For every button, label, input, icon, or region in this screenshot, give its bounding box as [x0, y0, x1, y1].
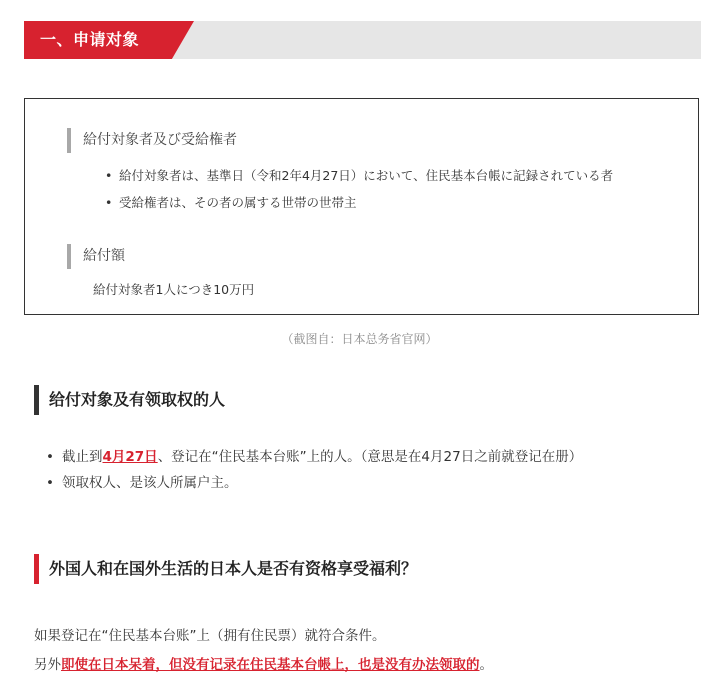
- list-item-suffix: 、登记在“住民基本台账”上的人。（意思是在4月27日之前就登记在册）: [157, 449, 583, 465]
- paragraph-suffix: 。: [479, 657, 493, 673]
- section-banner: [24, 21, 701, 59]
- list-item: [46, 444, 582, 470]
- jp-heading-eligibility: 給付対象者及び受給権者: [67, 128, 237, 153]
- list-item: • 领取权人、是该人所属户主。: [46, 470, 582, 496]
- heading-eligible-recipients: 给付对象及有领取权的人: [34, 385, 225, 415]
- image-caption: （截图自：日本总务省官网）: [281, 332, 438, 346]
- list-item: • 給付対象者は、基準日（令和2年4月27日）において、住民基本台帳に記録されている者: [105, 162, 613, 189]
- paragraph-condition: 如果登记在“住民基本台账”上（拥有住民票）就符合条件。: [34, 628, 386, 644]
- jp-amount-text: 給付対象者1人につき10万円: [93, 282, 255, 297]
- jp-heading-amount: 給付額: [67, 244, 125, 269]
- list-item: • 受給権者は、その者の属する世帯の世帯主: [105, 189, 613, 216]
- list-item-prefix: 截止到: [62, 449, 103, 465]
- highlight-warning: 即使在日本呆着，但没有记录在住民基本台帳上，也是没有办法领取的: [61, 657, 480, 673]
- section-title: 一、申请对象: [40, 30, 140, 49]
- heading-foreigners-question: 外国人和在国外生活的日本人是否有资格享受福利？: [34, 554, 417, 584]
- jp-eligibility-list: [105, 162, 613, 216]
- eligible-recipients-list: [46, 444, 582, 496]
- quoted-screenshot-box: [24, 98, 699, 315]
- paragraph-prefix: 另外: [34, 657, 61, 673]
- paragraph-note: [34, 654, 493, 676]
- highlight-date: 4月27日: [102, 449, 158, 465]
